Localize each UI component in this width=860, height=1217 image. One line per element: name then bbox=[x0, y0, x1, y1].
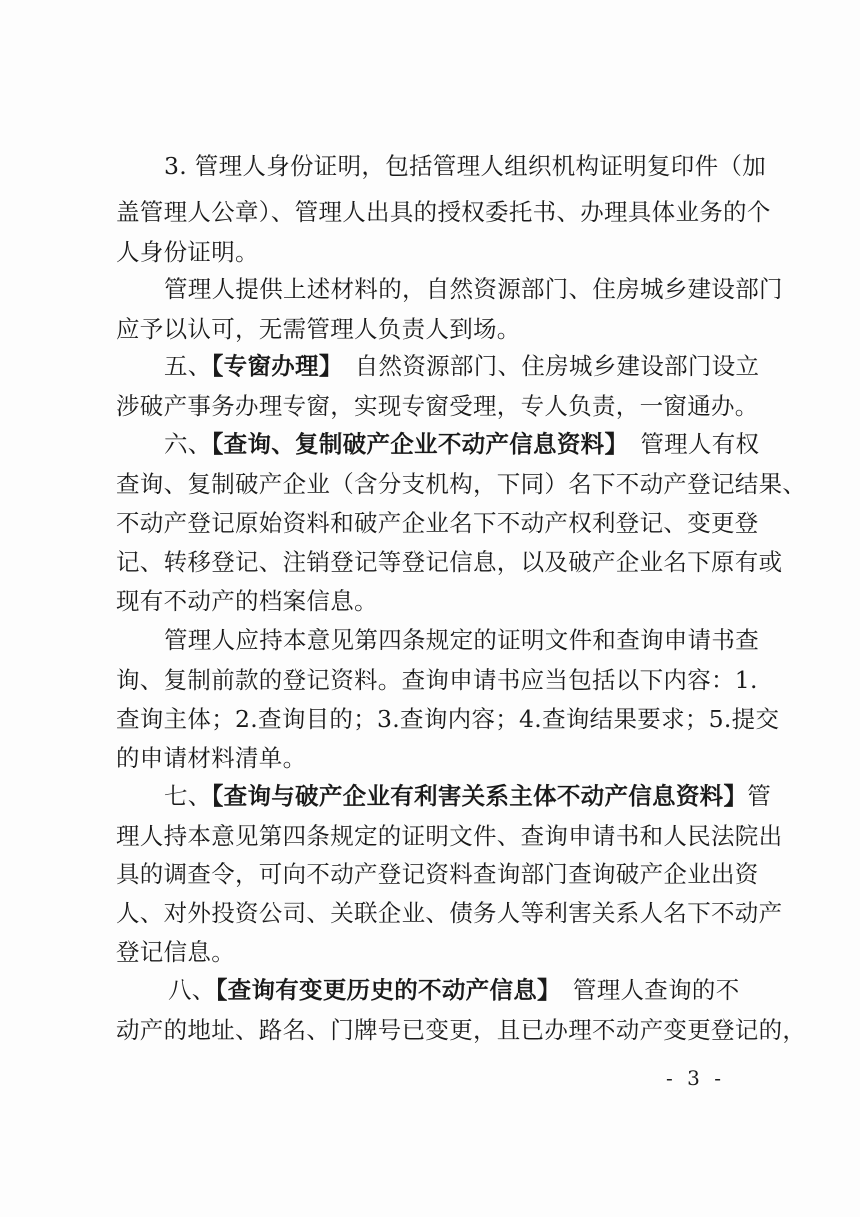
paragraph-line: 盖管理人公章）、管理人出具的授权委托书、办理具体业务的个 bbox=[116, 198, 771, 226]
paragraph-line: 查询、复制破产企业（含分支机构，下同）名下不动产登记结果、 bbox=[116, 470, 807, 498]
paragraph-line: 管理人应持本意见第四条规定的证明文件和查询申请书查 bbox=[164, 626, 759, 654]
paragraph-line: 记、转移登记、注销登记等登记信息，以及破产企业名下原有或 bbox=[116, 548, 783, 576]
paragraph-line: 人、对外投资公司、关联企业、债务人等利害关系人名下不动产 bbox=[116, 899, 783, 927]
paragraph-line: 的申请材料清单。 bbox=[116, 744, 307, 772]
section-heading: 【查询有变更历史的不动产信息】 bbox=[215, 976, 550, 1004]
section-heading-line: 七、【查询与破产企业有利害关系主体不动产信息资料】管 bbox=[164, 782, 772, 810]
section-heading: 【查询与破产企业有利害关系主体不动产信息资料】 bbox=[211, 782, 748, 810]
paragraph-line: 应予以认可，无需管理人负责人到场。 bbox=[116, 315, 521, 343]
section-heading-line: 八、【查询有变更历史的不动产信息】 管理人查询的不 bbox=[168, 976, 740, 1004]
paragraph-line: 现有不动产的档案信息。 bbox=[116, 587, 378, 615]
section-heading-line: 五、【专窗办理】 自然资源部门、住房城乡建设部门设立 bbox=[164, 352, 760, 380]
paragraph-line: 查询主体；2.查询目的；3.查询内容；4.查询结果要求；5.提交 bbox=[116, 705, 780, 733]
section-heading-line: 六、【查询、复制破产企业不动产信息资料】 管理人有权 bbox=[164, 430, 760, 458]
paragraph-line: 理人持本意见第四条规定的证明文件、查询申请书和人民法院出 bbox=[116, 822, 783, 850]
paragraph-line: 登记信息。 bbox=[116, 938, 235, 966]
paragraph-line: 具的调查令，可向不动产登记资料查询部门查询破产企业出资 bbox=[116, 860, 759, 888]
paragraph-line: 管理人提供上述材料的，自然资源部门、住房城乡建设部门 bbox=[164, 275, 783, 303]
paragraph-line: 动产的地址、路名、门牌号已变更，且已办理不动产变更登记的， bbox=[116, 1016, 807, 1044]
paragraph-line: 不动产登记原始资料和破产企业名下不动产权利登记、变更登 bbox=[116, 509, 759, 537]
paragraph-line: 人身份证明。 bbox=[116, 238, 259, 266]
paragraph-line: 涉破产事务办理专窗，实现专窗受理，专人负责，一窗通办。 bbox=[116, 392, 759, 420]
paragraph-line: 询、复制前款的登记资料。查询申请书应当包括以下内容：1. bbox=[116, 666, 758, 694]
page-number: - 3 - bbox=[666, 1066, 725, 1090]
section-heading: 【专窗办理】 bbox=[211, 352, 331, 380]
section-heading: 【查询、复制破产企业不动产信息资料】 bbox=[211, 430, 617, 458]
paragraph-line: 3. 管理人身份证明，包括管理人组织机构证明复印件（加 bbox=[164, 152, 766, 180]
